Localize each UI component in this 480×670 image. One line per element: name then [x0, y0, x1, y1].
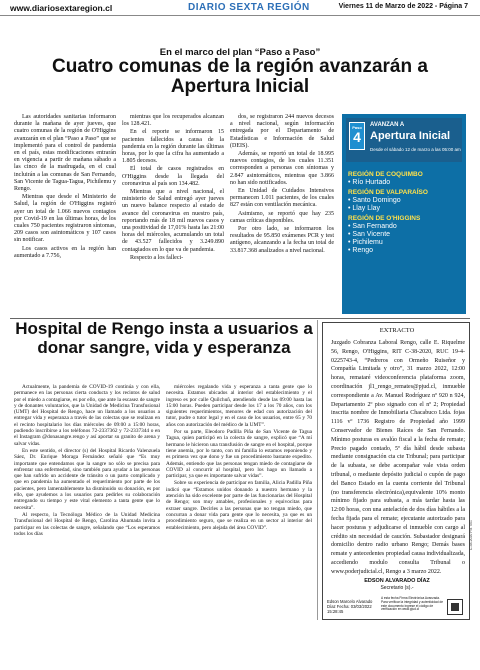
- story2-column-2: [166, 384, 312, 532]
- paragraph: En este sentido, el director (s) del Hospital Ricardo Valenzuela Sáez, Dr. Enrique Moraga Fernández señaló que “Es muy importante que entendamos que la sangre no sólo se precisa para enfrentar una enfermedad, sino también para ayudar a las personas que han sufrido un accidente de tránsito o un parto complicado y que en pandemia ha aumentado el requerimiento por parte de los pacientes, pero lamentablemente ha disminuido su donación, es por ello, que ayudemos a los usuarios para pedirles su colaboración entregando su tiempo y este vital elemento a tanta gente que lo necesita”.: [14, 447, 160, 511]
- region-name: REGIÓN DE COQUIMBO: [348, 171, 423, 178]
- paragraph: Al respecto, la Tecnóloga Médico de la Unidad Medicina Transfusional del Hospital de Rengo, Carolina Ahumada invita a participar en las colectas de sangre, señalando que “Los esperamos todos los días: [14, 511, 160, 537]
- paragraph: Los casos activos en la región han aumentado a 7.756,: [14, 245, 116, 259]
- extract-title: EXTRACTO: [379, 327, 415, 334]
- column-divider: [317, 320, 318, 620]
- paragraph: En Unidad de Cuidados Intensivos permanecen 1.011 pacientes, de los cuales 827 están con ventilación mecánica.: [230, 188, 334, 209]
- ad-line2: Apertura Inicial: [370, 130, 451, 142]
- paragraph: En el reporte se informaron 15 pacientes fallecidos a causa de la pandemia en la región durante las últimas horas, por lo que la cifra ha aumentado a 1.805 decesos.: [122, 129, 224, 165]
- extract-body: Juzgado Cobranza Laboral Rengo, calle E. Riquelme 56, Rengo, O'Higgins, RIT C-38-2020, RUC 19-4-0225743-4, “Pedreros con Ormeño Ruiseñor y Compañía Limitada y otro”, 31 marzo 2022, 12:00 horas, remataré videoconferencia plataforma zoom, coordinación jl1_rengo_remates@pjud.cl, inmueble correspondiente a Av. Manuel Rodríguez nº 920 n 924, Departamento 2º piso signado con el nº 2; Propiedad inscrita nombre de Inmobiliaria Chacabuco Ltda. fojas 1116 vº 1736 Registro de Propiedad año 1999 Conservador de Bienes Raíces de San Fernando. Mínimo posturas es avalúo fiscal a la fecha de remate; Precio pagado contado, 5º día hábil desde subasta mediante consignación cta cte Tribunal; para participar de la subasta, se debe acompañar vale vista orden tribunal, o mediante depósito judicial o cupón de pago del Banco Estado en la cuenta corriente del Tribunal (no transferencia electrónica),equivalente 10% monto mínimo fijado para subasta, a más tardar hasta las 12:00 horas, con una antelación de dos días hábiles a la fecha fijada para el remate; ejecutante autorizado para hacer posturas y adjudicarse el inmueble con cargo al crédito sin necesidad de caución. Subastador designará domicilio dentro radio urbano Rengo; Demás bases remate y antecedentes propiedad causa individualizada, accediendo modulo consulta Tribunal o www.poderjudicial.cl, Rengo a 3 marzo 2022.: [331, 340, 465, 575]
- story2-column-1: [14, 384, 160, 538]
- legal-extract: [322, 322, 470, 620]
- region-name: REGIÓN DE VALPARAÍSO: [348, 189, 428, 196]
- apertura-inicial-ad: [342, 114, 466, 314]
- extract-role: Secretario (s).-: [380, 585, 414, 591]
- paragraph: Mientras que desde el Ministerio de Salud, la región de O'Higgins registró ayer un total de 1.066 nuevos contagios por Covid-19 en las últimas horas, de los cuales 750 pacientes registraron síntomas, 209 casos son asintomáticos y 107 casos sin notificar.: [14, 194, 116, 244]
- city-item: • Río Hurtado: [348, 179, 462, 186]
- ad-line1: AVANZAN A: [370, 122, 405, 128]
- paragraph: Por otro lado, se informaron los resultados de 95.850 exámenes PCR y test antígeno, alcanzando a la fecha un total de 33.817.368 analizados a nivel nacional.: [230, 226, 334, 254]
- city-item: • Rengo: [348, 247, 462, 254]
- story1-kicker: En el marco del plan “Paso a Paso”: [159, 47, 321, 58]
- city-item: • Llay Llay: [348, 205, 462, 212]
- qr-code-icon: [447, 599, 463, 615]
- paragraph: Por su parte, Eleodoro Padilla Piña de San Vicente de Tagua Tagua, quien participó en la colecta de sangre, explicó que “A mí hermano le hicieron una transfusión de sangre en el hospital, porque tiene anemia, por lo tanto, con mi familia lo estamos reponiendo y es primera vez que dono y fue un procedimiento bastante expedito. Además, entiendo que las personas tengan miedo de contagiarse de COVID al concurrir al hospital, pero los hago un llamado a participar, ya que es importante salvar vidas”.: [166, 429, 312, 480]
- paragraph: El total de casos registrados en O'Higgins desde la llegada del coronavirus al país son 134.482.: [122, 166, 224, 187]
- paragraph: Además, se reportó un total de 18.995 nuevos contagios, de los cuales 11.351 corresponden a personas con síntomas y 2.847 asintomáticos, mientras que 3.866 no han sido notificados.: [230, 151, 334, 186]
- paso-label: Paso: [352, 125, 362, 130]
- paragraph: Actualmente, la pandemia de COVID-19 continúa y con ella, permanece en las personas cierta conducta y los recintos de salud por el miedo a contagiarse, es por ello, que ante la escasez de sangre y de donantes voluntarios, que la Unidad de Medicina Transfusional (UMT) del Hospital de Rengo, hace un llamado a los usuarios a entregar vida y esperanza a través de las colectas que se realizan en el recinto hospitalario los días miércoles de 09:00 a 15:00 horas, pudiendo inscribirse a los teléfonos 72-2337362 y 72-2337344 o en el Instagram @donasangre.rengo y así aportar su granito de arena y salvar vidas.: [14, 384, 160, 447]
- paragraph: mientras que los recuperados alcanzan los 128.421.: [122, 114, 224, 128]
- paragraph: Las autoridades sanitarias informaron durante la mañana de ayer jueves, que cuatro comunas de la región de O'Higgins avanzarán en el plan “Paso a Paso” que se implementó para el control de pandemia en el país, estas modificaciones entrarán en vigencia a partir de mañana sábado a las cinco de la madrugada, en el cual incluirán a las comunas de San Fernando, San Vicente de Tagua-Tagua, Pichilemu y Rengo.: [14, 114, 116, 193]
- city-item: • Pichilemu: [348, 239, 462, 246]
- signature-footer: Edson Marcelo Alvarado Díaz Fecha: 03/03/2022 15:28:45: [327, 599, 373, 614]
- page-header: [0, 0, 480, 16]
- city-item: • Santo Domingo: [348, 197, 462, 204]
- city-item: • San Fernando: [348, 223, 462, 230]
- story1-column-3: [230, 114, 334, 256]
- paragraph: miércoles regalando vida y esperanza a tanta gente que lo necesita. Estamos ubicados al interior del establecimiento y el ingreso es por calle Quilchuñ, atendiendo desde las 09:00 hasta las 15:00 horas. Pueden participar desde los 17 a los 70 años, con los siguientes requerimientos, menores de edad con autorización del tutor, pudre o tutor legal y en el caso de los usuarios, entre 65 y 70 años con autorización del médico de la UMT”.: [166, 384, 312, 428]
- paso-badge: [349, 122, 365, 150]
- region-name: REGIÓN DE O'HIGGINS: [348, 215, 421, 222]
- paragraph: dos, se registraron 244 nuevos decesos a nivel nacional, según información entregada por el Departamento de Estadísticas e Información de Salud (DEIS).: [230, 114, 334, 149]
- side-reference: C-38-2020 Fol. 001: [469, 520, 473, 551]
- paragraph: Sobre su experiencia de participar en familia, Alicia Padilla Piña indicó que “Estamos unidos donando a nuestro hermano y la atención ha sido excelente por parte de las funcionarias del Hospital de Rengo; son muy amables, profesionales y equivocitas para extraer sangre. Decirles a las personas que no tengan miedo, que concurran a donar vida para gente que lo necesita, ya que es un procedimiento seguro, que se realiza en un sector al interior del establecimiento, pero alejada del área COVID”.: [166, 480, 312, 531]
- page-date: Viernes 11 de Marzo de 2022 - Página 7: [338, 3, 468, 10]
- site-url[interactable]: www.diariosextaregion.cl: [10, 3, 113, 13]
- section-name: DIARIO SEXTA REGIÓN: [188, 2, 310, 13]
- story1-column-2: [122, 114, 224, 263]
- paragraph: Mientras que a nivel nacional, el ministerio de Salud entregó ayer jueves un nuevo balance respecto al estado de avance del coronavirus en nuestro país, reportando más de 18 mil nuevos casos y una positividad de 17,01% hasta las 21:00 horas del miércoles, acumulando un total de 43.527 fallecidos y 3.249.890 contagiados en lo que va de pandemia.: [122, 189, 224, 253]
- paragraph: Asimismo, se reportó que hay 235 camas críticas disponibles.: [230, 210, 334, 224]
- city-item: • San Vicente: [348, 231, 462, 238]
- ad-header: [346, 118, 462, 162]
- ad-line3: Desde el sábado 12 de marzo a las 05:00 am: [370, 147, 461, 152]
- verification-note: A esta fecha Firma Electrónica Avanzada. Para verificar la integridad y autenticidad de este documento ingrese el código de verificación en www.pjud.cl: [381, 596, 444, 612]
- paragraph: Respecto a los falleci-: [130, 254, 184, 261]
- ad-region-list: [348, 168, 462, 254]
- extract-signer: EDSON ALVARADO DÍAZ: [364, 578, 430, 584]
- story1-headline: Cuatro comunas de la región avanzarán a Apertura Inicial: [52, 56, 428, 97]
- story1-column-1: [14, 114, 116, 261]
- paso-number: 4: [353, 129, 361, 145]
- story2-headline: Hospital de Rengo insta a usuarios a donar sangre, vida y esperanza: [15, 319, 313, 357]
